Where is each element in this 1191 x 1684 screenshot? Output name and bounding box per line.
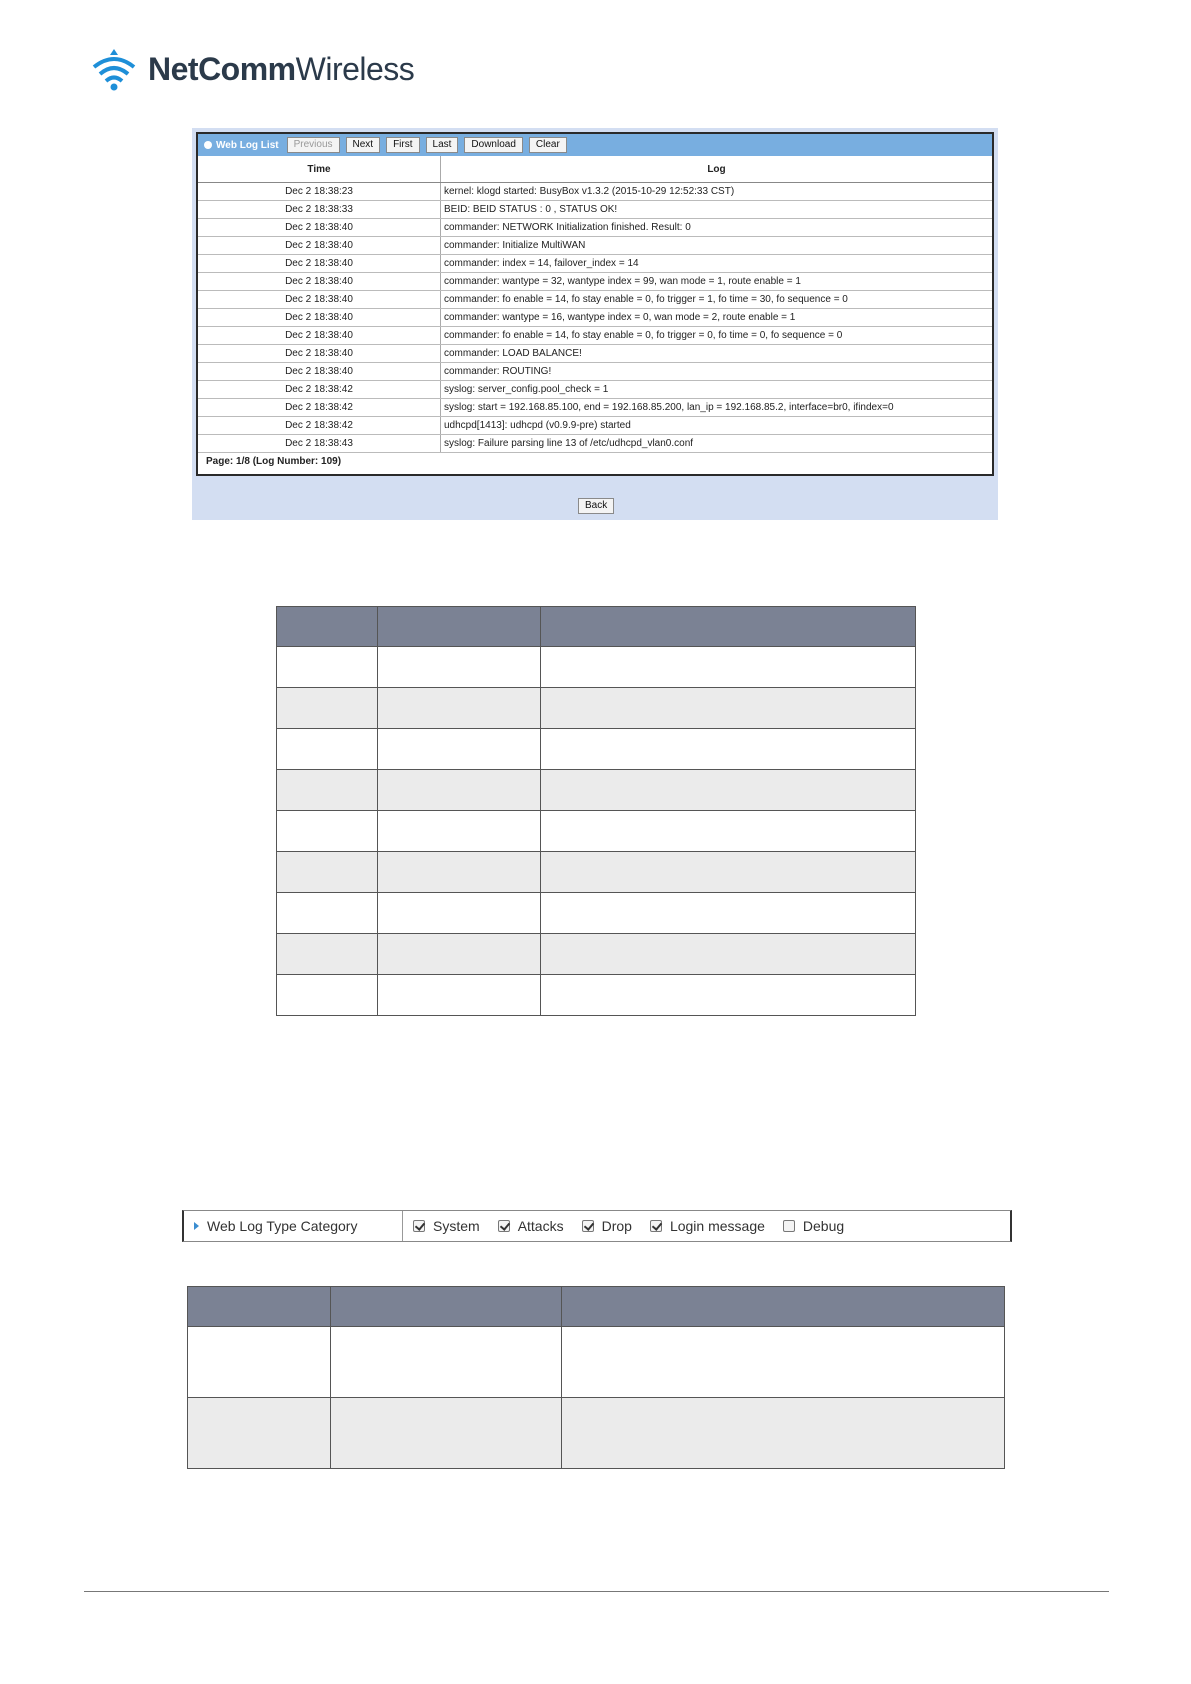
log-row: [198, 327, 992, 345]
web-log-table: [198, 156, 992, 453]
back-button[interactable]: Back: [578, 498, 614, 514]
log-message: kernel: klogd started: BusyBox v1.3.2 (2015-10-29 12:52:33 CST): [441, 183, 993, 201]
log-time: Dec 2 18:38:42: [198, 399, 441, 417]
log-message: udhcpd[1413]: udhcpd (v0.9.9-pre) started: [441, 417, 993, 435]
log-row: [198, 201, 992, 219]
table-row: [277, 770, 916, 811]
time-column-header: Time: [198, 156, 441, 183]
log-message: BEID: BEID STATUS : 0 , STATUS OK!: [441, 201, 993, 219]
log-time: Dec 2 18:38:40: [198, 219, 441, 237]
table-row: [188, 1398, 1005, 1469]
log-row: [198, 273, 992, 291]
category-label: Web Log Type Category: [184, 1211, 403, 1241]
wifi-logo-icon: [88, 45, 140, 93]
footer-divider: [84, 1591, 1109, 1592]
log-time: Dec 2 18:38:40: [198, 363, 441, 381]
log-time: Dec 2 18:38:40: [198, 345, 441, 363]
category-option-drop[interactable]: [582, 1218, 632, 1234]
table-row: [277, 811, 916, 852]
checkbox[interactable]: [582, 1220, 594, 1232]
table-header-row: [188, 1287, 1005, 1327]
category-option-label: Debug: [802, 1218, 845, 1234]
log-row: [198, 237, 992, 255]
first-button[interactable]: First: [386, 137, 419, 153]
next-button[interactable]: Next: [346, 137, 381, 153]
log-column-header: Log: [441, 156, 993, 183]
log-message: syslog: start = 192.168.85.100, end = 192.168.85.200, lan_ip = 192.168.85.2, interface=br0, ifindex=0: [441, 399, 993, 417]
category-option-label: System: [433, 1218, 480, 1234]
log-time: Dec 2 18:38:40: [198, 273, 441, 291]
checkbox[interactable]: [650, 1220, 662, 1232]
log-time: Dec 2 18:38:42: [198, 381, 441, 399]
log-time: Dec 2 18:38:40: [198, 255, 441, 273]
log-message: commander: fo enable = 14, fo stay enable = 0, fo trigger = 0, fo time = 0, fo sequence = 0: [441, 327, 993, 345]
log-time: Dec 2 18:38:33: [198, 201, 441, 219]
log-message: commander: wantype = 16, wantype index = 0, wan mode = 2, route enable = 1: [441, 309, 993, 327]
category-options: [403, 1211, 844, 1241]
web-log-type-category: [182, 1210, 1012, 1242]
log-row: [198, 345, 992, 363]
table-row: [277, 647, 916, 688]
table-row: [277, 852, 916, 893]
log-message: commander: Initialize MultiWAN: [441, 237, 993, 255]
checkbox[interactable]: [498, 1220, 510, 1232]
log-time: Dec 2 18:38:40: [198, 327, 441, 345]
log-row: [198, 399, 992, 417]
bullet-icon: [204, 141, 212, 149]
log-time: Dec 2 18:38:40: [198, 291, 441, 309]
netcomm-logo: [88, 44, 414, 94]
log-time: Dec 2 18:38:40: [198, 237, 441, 255]
log-row: [198, 183, 992, 201]
table-row: [277, 975, 916, 1016]
log-message: commander: fo enable = 14, fo stay enable = 0, fo trigger = 1, fo time = 30, fo sequence = 0: [441, 291, 993, 309]
previous-button[interactable]: Previous: [287, 137, 340, 153]
category-option-attacks[interactable]: [498, 1218, 564, 1234]
log-row: [198, 219, 992, 237]
log-row: [198, 255, 992, 273]
page-info: Page: 1/8 (Log Number: 109): [206, 456, 342, 467]
log-message: commander: ROUTING!: [441, 363, 993, 381]
log-message: commander: NETWORK Initialization finished. Result: 0: [441, 219, 993, 237]
checkbox[interactable]: [783, 1220, 795, 1232]
category-option-debug[interactable]: [783, 1218, 844, 1234]
log-time: Dec 2 18:38:42: [198, 417, 441, 435]
brand-name: NetCommWireless: [148, 50, 415, 87]
log-time: Dec 2 18:38:23: [198, 183, 441, 201]
table-row: [188, 1327, 1005, 1398]
web-log-list-title: Web Log List: [204, 140, 279, 151]
last-button[interactable]: Last: [426, 137, 459, 153]
log-row: [198, 381, 992, 399]
log-row: [198, 291, 992, 309]
log-message: commander: wantype = 32, wantype index = 99, wan mode = 1, route enable = 1: [441, 273, 993, 291]
table-row: [277, 893, 916, 934]
table-row: [277, 934, 916, 975]
parameter-table-2: [187, 1286, 1005, 1469]
category-option-system[interactable]: [413, 1218, 480, 1234]
category-option-label: Drop: [601, 1218, 632, 1234]
web-log-toolbar: [198, 134, 992, 156]
download-button[interactable]: Download: [464, 137, 522, 153]
log-time: Dec 2 18:38:40: [198, 309, 441, 327]
web-log-panel: [196, 132, 994, 476]
log-row: [198, 363, 992, 381]
table-row: [277, 688, 916, 729]
log-message: syslog: Failure parsing line 13 of /etc/udhcpd_vlan0.conf: [441, 435, 993, 453]
category-option-label: Attacks: [517, 1218, 564, 1234]
category-option-label: Login message: [669, 1218, 765, 1234]
table-header-row: [277, 607, 916, 647]
checkbox[interactable]: [413, 1220, 425, 1232]
log-time: Dec 2 18:38:43: [198, 435, 441, 453]
log-row: [198, 417, 992, 435]
triangle-bullet-icon: [194, 1222, 199, 1230]
table-row: [277, 729, 916, 770]
log-row: [198, 309, 992, 327]
log-row: [198, 435, 992, 453]
clear-button[interactable]: Clear: [529, 137, 567, 153]
log-message: syslog: server_config.pool_check = 1: [441, 381, 993, 399]
category-option-login-message[interactable]: [650, 1218, 765, 1234]
web-log-list-screenshot: [192, 128, 998, 520]
parameter-table-1: [276, 606, 916, 1016]
log-message: commander: index = 14, failover_index = 14: [441, 255, 993, 273]
log-message: commander: LOAD BALANCE!: [441, 345, 993, 363]
